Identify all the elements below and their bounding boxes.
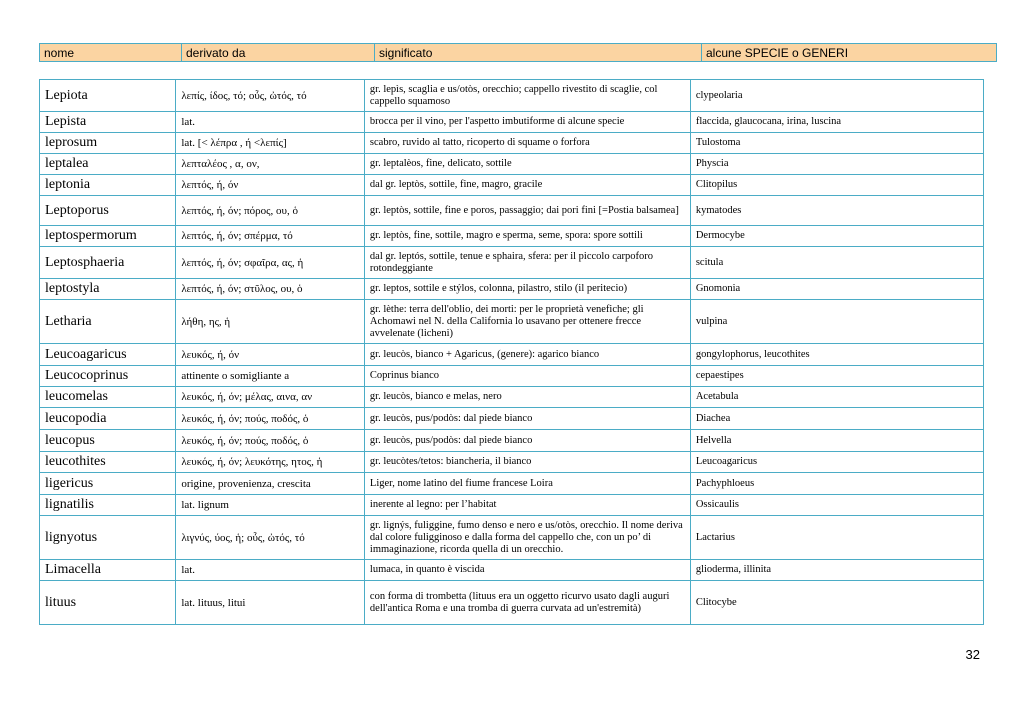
table-row (40, 516, 984, 560)
species-cell: Helvella (690, 430, 983, 452)
species-cell: cepaestipes (690, 366, 983, 387)
term-cell: Limacella (40, 560, 176, 581)
table-row (40, 300, 984, 344)
meaning-cell: lumaca, in quanto è viscida (364, 560, 690, 581)
meaning-cell: dal gr. leptós, sottile, tenue e sphaira, sfera: per il piccolo carpoforo rotondeggiante (364, 247, 690, 279)
term-cell: leprosum (40, 133, 176, 154)
table-row (40, 279, 984, 300)
meaning-cell: gr. leucòs, bianco e melas, nero (364, 387, 690, 408)
species-cell: glioderma, illinita (690, 560, 983, 581)
header-nome: nome (40, 44, 182, 62)
table-row (40, 175, 984, 196)
derivation-cell: λευκός, ή, όν (176, 344, 365, 366)
term-cell: Lepiota (40, 80, 176, 112)
derivation-cell: λευκός, ή, όν; μέλας, αινα, αν (176, 387, 365, 408)
derivation-cell: attinente o somigliante a (176, 366, 365, 387)
term-cell: Leucocoprinus (40, 366, 176, 387)
meaning-cell: dal gr. leptòs, sottile, fine, magro, gracile (364, 175, 690, 196)
species-cell: Clitocybe (690, 581, 983, 625)
table-row (40, 112, 984, 133)
species-cell: scitula (690, 247, 983, 279)
page-number: 32 (965, 647, 980, 662)
table-row (40, 196, 984, 226)
glossary-body (40, 80, 984, 625)
term-cell: leptospermorum (40, 226, 176, 247)
table-row (40, 226, 984, 247)
meaning-cell: Coprinus bianco (364, 366, 690, 387)
term-cell: Leptosphaeria (40, 247, 176, 279)
term-cell: leptostyla (40, 279, 176, 300)
species-cell: Diachea (690, 408, 983, 430)
header-specie: alcune SPECIE o GENERI (702, 44, 997, 62)
derivation-cell: origine, provenienza, crescita (176, 473, 365, 495)
species-cell: Physcia (690, 154, 983, 175)
species-cell: Pachyphloeus (690, 473, 983, 495)
table-row (40, 408, 984, 430)
derivation-cell: λήθη, ης, ἡ (176, 300, 365, 344)
species-cell: Leucoagaricus (690, 452, 983, 473)
derivation-cell: λεπτός, ή, όν; στῦλος, ου, ὁ (176, 279, 365, 300)
meaning-cell: gr. leucòs, pus/podòs: dal piede bianco (364, 408, 690, 430)
derivation-cell: λευκός, ή, όν; πούς, ποδός, ὁ (176, 408, 365, 430)
derivation-cell: lat. [< λέπρα , ή <λεπίς] (176, 133, 365, 154)
meaning-cell: gr. leucòtes/tetos: biancheria, il bianco (364, 452, 690, 473)
derivation-cell: λεπτός, ή, όν (176, 175, 365, 196)
species-cell: Lactarius (690, 516, 983, 560)
derivation-cell: λεπίς, ίδος, τό; οὖς, ὠτός, τό (176, 80, 365, 112)
table-row (40, 581, 984, 625)
species-cell: flaccida, glaucocana, irina, luscina (690, 112, 983, 133)
meaning-cell: gr. leucòs, pus/podòs: dal piede bianco (364, 430, 690, 452)
species-cell: clypeolaria (690, 80, 983, 112)
meaning-cell: Liger, nome latino del fiume francese Loira (364, 473, 690, 495)
species-cell: Tulostoma (690, 133, 983, 154)
header-table (39, 43, 997, 62)
table-row (40, 473, 984, 495)
derivation-cell: λεπτός, ή, όν; σφαῖρα, ας, ἡ (176, 247, 365, 279)
meaning-cell: gr. leptòs, sottile, fine e poros, passaggio; dai pori fini [=Postia balsamea] (364, 196, 690, 226)
meaning-cell: gr. leucòs, bianco + Agaricus, (genere): agarico bianco (364, 344, 690, 366)
species-cell: vulpina (690, 300, 983, 344)
table-row (40, 430, 984, 452)
term-cell: Leucoagaricus (40, 344, 176, 366)
term-cell: Leptoporus (40, 196, 176, 226)
table-row (40, 495, 984, 516)
derivation-cell: λεπτός, ή, όν; πόρος, ου, ὁ (176, 196, 365, 226)
table-row (40, 366, 984, 387)
table-row (40, 560, 984, 581)
meaning-cell: con forma di trombetta (lituus era un oggetto ricurvo usato dagli auguri dell'antica Roma e una tromba di guerra curvata ad un'estremità) (364, 581, 690, 625)
species-cell: Acetabula (690, 387, 983, 408)
species-cell: Dermocybe (690, 226, 983, 247)
derivation-cell: lat. (176, 112, 365, 133)
table-row (40, 80, 984, 112)
table-row (40, 247, 984, 279)
term-cell: leucomelas (40, 387, 176, 408)
meaning-cell: gr. leptos, sottile e stýlos, colonna, pilastro, stilo (il peritecio) (364, 279, 690, 300)
term-cell: ligericus (40, 473, 176, 495)
derivation-cell: λεπταλέος , α, ον, (176, 154, 365, 175)
term-cell: leucopus (40, 430, 176, 452)
derivation-cell: lat. lituus, litui (176, 581, 365, 625)
species-cell: Clitopilus (690, 175, 983, 196)
derivation-cell: λευκός, ή, όν; πούς, ποδός, ὁ (176, 430, 365, 452)
term-cell: lituus (40, 581, 176, 625)
species-cell: gongylophorus, leucothites (690, 344, 983, 366)
header-derivato: derivato da (182, 44, 375, 62)
term-cell: lignatilis (40, 495, 176, 516)
species-cell: Ossicaulis (690, 495, 983, 516)
derivation-cell: lat. lignum (176, 495, 365, 516)
table-row (40, 387, 984, 408)
term-cell: leucopodia (40, 408, 176, 430)
meaning-cell: scabro, ruvido al tatto, ricoperto di squame o forfora (364, 133, 690, 154)
table-row (40, 452, 984, 473)
term-cell: leptonia (40, 175, 176, 196)
table-row (40, 133, 984, 154)
meaning-cell: gr. lepìs, scaglia e us/otòs, orecchio; cappello rivestito di scaglie, col cappello squamoso (364, 80, 690, 112)
derivation-cell: λεπτός, ή, όν; σπέρμα, τό (176, 226, 365, 247)
term-cell: leptalea (40, 154, 176, 175)
term-cell: Letharia (40, 300, 176, 344)
species-cell: Gnomonia (690, 279, 983, 300)
meaning-cell: brocca per il vino, per l'aspetto imbutiforme di alcune specie (364, 112, 690, 133)
header-significato: significato (375, 44, 702, 62)
derivation-cell: λιγνύς, ύος, ἡ; οὖς, ὠτός, τό (176, 516, 365, 560)
term-cell: Lepista (40, 112, 176, 133)
glossary-table (39, 79, 984, 625)
table-row (40, 154, 984, 175)
meaning-cell: gr. lignýs, fuliggine, fumo denso e nero e us/otòs, orecchio. Il nome deriva dal colore fuligginoso e dalla forma del cappello che, con un po’ di immaginazione, ricorda quella di un orecchio. (364, 516, 690, 560)
meaning-cell: gr. lèthe: terra dell'oblio, dei morti: per le proprietà venefiche; gli Achomawi nel N. della California lo usavano per ottenere frecce avvelenate (licheni) (364, 300, 690, 344)
meaning-cell: inerente al legno: per l’habitat (364, 495, 690, 516)
derivation-cell: lat. (176, 560, 365, 581)
table-row (40, 344, 984, 366)
meaning-cell: gr. leptòs, fine, sottile, magro e sperma, seme, spora: spore sottili (364, 226, 690, 247)
derivation-cell: λευκός, ή, όν; λευκότης, ητος, ἡ (176, 452, 365, 473)
header-row (40, 44, 997, 62)
term-cell: leucothites (40, 452, 176, 473)
term-cell: lignyotus (40, 516, 176, 560)
meaning-cell: gr. leptalèos, fine, delicato, sottile (364, 154, 690, 175)
species-cell: kymatodes (690, 196, 983, 226)
